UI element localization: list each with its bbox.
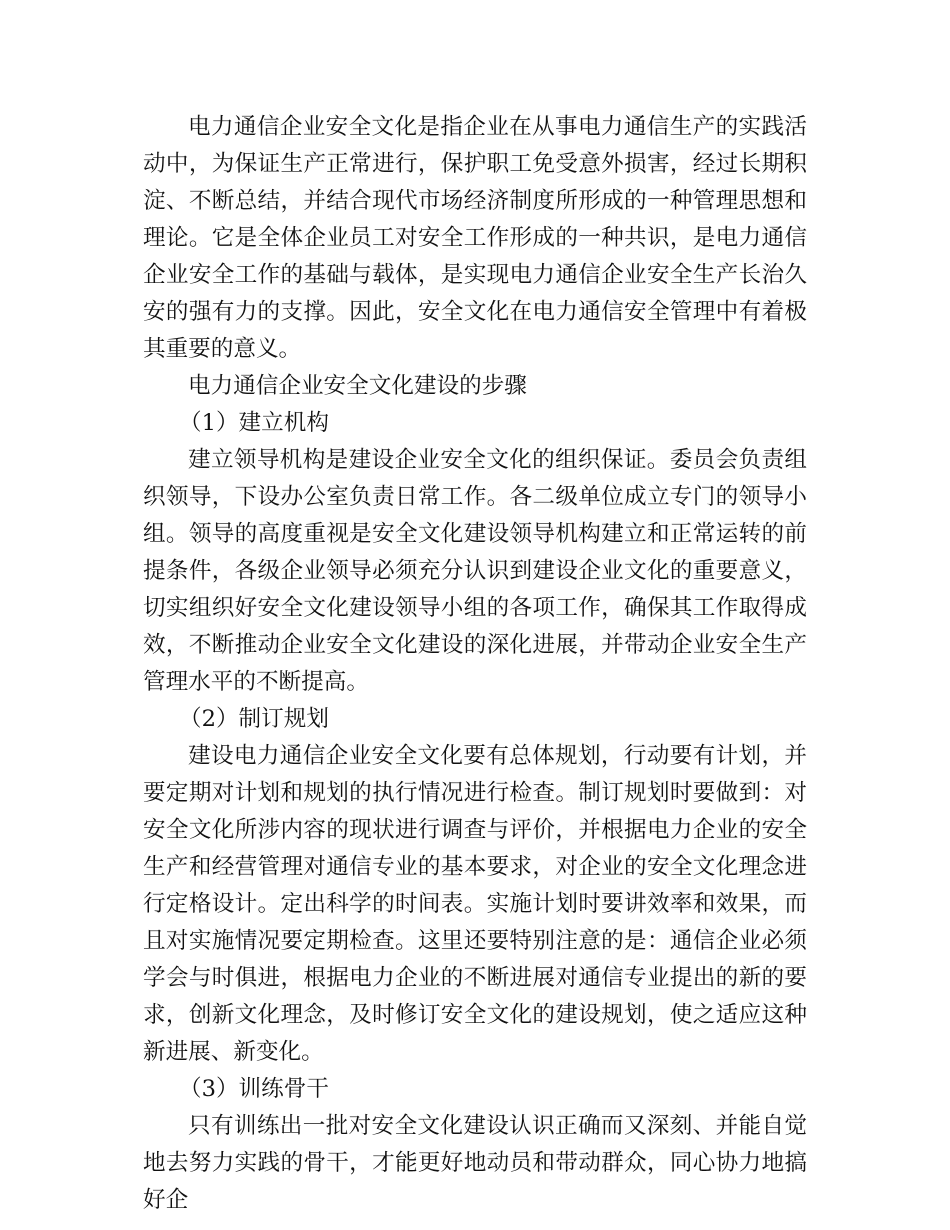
subheading-train-backbone: （3）训练骨干 [179,1076,329,1102]
section-heading: 电力通信企业安全文化建设的步骤 [188,373,527,399]
paragraph-train-backbone: 只有训练出一批对安全文化建设认识正确而又深刻、并能自觉地去努力实践的骨干，才能更好地动员和带动群众，同心协力地搞好企 [143,1113,807,1213]
intro-paragraph: 电力通信企业安全文化是指企业在从事电力通信生产的实践活动中，为保证生产正常进行，保护职工免受意外损害，经过长期积淀、不断总结，并结合现代市场经济制度所形成的一种管理思想和理论。它是全体企业员工对安全工作形成的一种共识，是电力通信企业安全工作的基础与载体，是实现电力通信企业安全生产长治久安的强有力的支撑。因此，安全文化在电力通信安全管理中有着极其重要的意义。 [143,114,807,362]
document-body [143,109,807,1219]
subheading-establish-organization: （1）建立机构 [179,410,329,436]
paragraph-make-plan: 建设电力通信企业安全文化要有总体规划，行动要有计划，并要定期对计划和规划的执行情况进行检查。制订规划时要做到：对安全文化所涉内容的现状进行调查与评价，并根据电力企业的安全生产和经营管理对通信专业的基本要求，对企业的安全文化理念进行定格设计。定出科学的时间表。实施计划时要讲效率和效果，而且对实施情况要定期检查。这里还要特别注意的是：通信企业必须学会与时俱进，根据电力企业的不断进展对通信专业提出的新的要求，创新文化理念，及时修订安全文化的建设规划，使之适应这种新进展、新变化。 [143,743,807,1065]
subheading-make-plan: （2）制订规划 [179,706,329,732]
paragraph-establish-organization: 建立领导机构是建设企业安全文化的组织保证。委员会负责组织领导，下设办公室负责日常工作。各二级单位成立专门的领导小组。领导的高度重视是安全文化建设领导机构建立和正常运转的前提条件，各级企业领导必须充分认识到建设企业文化的重要意义，切实组织好安全文化建设领导小组的各项工作，确保其工作取得成效，不断推动企业安全文化建设的深化进展，并带动企业安全生产管理水平的不断提高。 [143,447,807,695]
